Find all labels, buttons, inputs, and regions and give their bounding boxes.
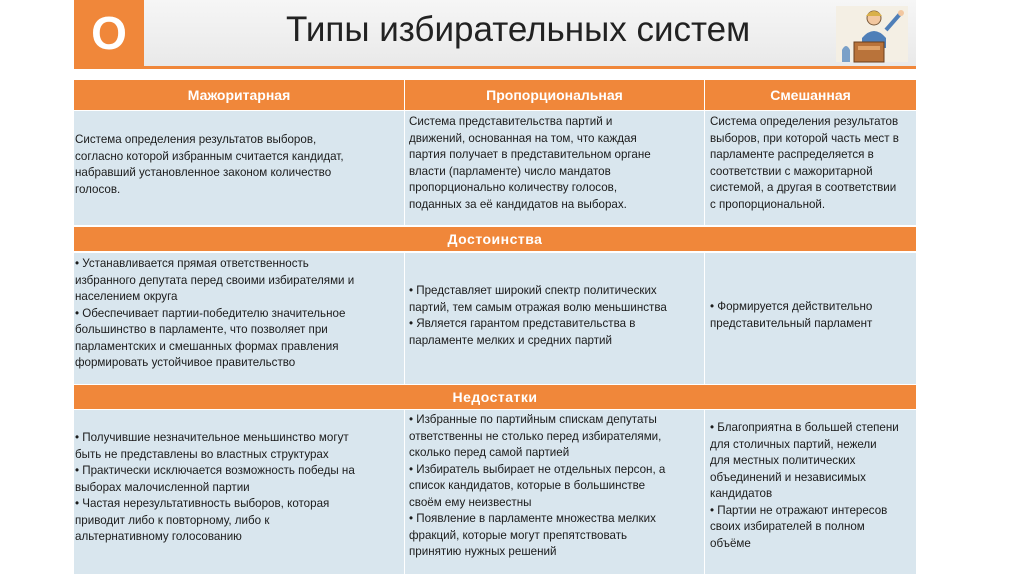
text-line: представительный парламент (710, 316, 873, 330)
advantages-proportional (404, 253, 704, 384)
definition-proportional (404, 111, 704, 225)
text-line: список кандидатов, которые в большинстве (409, 479, 646, 492)
text-line: Система представительства партий и (409, 115, 613, 128)
slide-title: Типы избирательных систем (286, 10, 751, 49)
text-line: согласно которой избранным считается кандидат, (75, 149, 344, 163)
text-line: приводит либо к повторному, либо к (75, 513, 270, 527)
text-line: своих избирателей в полном (710, 520, 865, 533)
text-line: ответственны не столько перед избирателями, (409, 429, 662, 443)
text-line: набравший установленное законом количество (75, 166, 332, 179)
text-line: парламентских и смешанных формах правления (75, 339, 339, 353)
text-line: Система определения результатов (710, 115, 899, 128)
text-line: избранного депутата перед своими избирателями и (75, 273, 355, 287)
text-line: • Представляет широкий спектр политических (409, 284, 657, 297)
text-line: объёме (710, 536, 751, 550)
text-line: для местных политических (710, 454, 856, 467)
text-line: власти (парламенте) число мандатов (409, 164, 611, 178)
definitions-row (74, 111, 916, 225)
text-line: с пропорциональной. (710, 197, 826, 211)
disadvantages-section-header: Недостатки (74, 385, 916, 409)
text-line: пропорционально количеству голосов, (409, 181, 618, 194)
disadvantages-proportional (404, 410, 704, 574)
text-line: населением округа (75, 290, 178, 303)
slide (74, 0, 916, 574)
text-line: для столичных партий, нежели (710, 437, 877, 451)
text-line: партия получает в представительном органе (409, 148, 651, 161)
slide-badge: О (74, 0, 144, 66)
text-line: Система определения результатов выборов, (75, 133, 317, 146)
text-line: партий, тем самым отражая волю меньшинства (409, 300, 667, 314)
advantages-row (74, 253, 916, 384)
text-line: кандидатов (710, 487, 773, 500)
text-line: соответствии с мажоритарной (710, 164, 873, 178)
text-line: • Частая нерезультативность выборов, которая (75, 497, 330, 510)
text-line: • Партии не отражают интересов (710, 503, 888, 517)
text-line: парламенте распределяется в (710, 148, 874, 161)
column-header-majoritarian: Мажоритарная (187, 86, 291, 103)
text-line: выборов, при которой часть мест в (710, 131, 899, 145)
text-line: принятию нужных решений (409, 545, 557, 558)
disadvantages-mixed (704, 410, 916, 574)
text-line: альтернативному голосованию (75, 530, 242, 543)
column-header-mixed: Смешанная (704, 80, 916, 110)
text-line: быть не представлены во властных структурах (75, 447, 329, 461)
speaker-at-podium-icon (834, 4, 910, 64)
text-line: движений, основанная на том, что каждая (409, 131, 637, 145)
text-line: своём ему неизвестны (409, 495, 532, 509)
advantages-section-header: Достоинства (74, 227, 916, 251)
text-line: • Практически исключается возможность победы на (75, 464, 355, 477)
disadvantages-majoritarian (74, 410, 404, 574)
text-line: голосов. (75, 182, 121, 196)
advantages-mixed (704, 253, 916, 384)
text-line: поданных за её кандидатов на выборах. (409, 197, 627, 211)
text-line: фракций, которые могут препятствовать (409, 528, 628, 542)
text-line: • Получившие незначительное меньшинство могут (75, 431, 349, 444)
disadvantages-row (74, 410, 916, 574)
text-line: объединений и независимых (710, 470, 866, 484)
definition-mixed (704, 111, 916, 225)
text-line: • Устанавливается прямая ответственность (75, 257, 309, 270)
text-line: системой, а другая в соответствии (710, 181, 897, 194)
text-line: • Обеспечивает партии-победителю значительное (75, 306, 346, 320)
text-line: сколько перед самой партией (409, 446, 570, 459)
column-header-proportional: Пропорциональная (404, 80, 704, 110)
text-line: • Избранные по партийным спискам депутаты (409, 413, 657, 426)
text-line: большинство в парламенте, что позволяет при (75, 323, 328, 336)
text-line: выборах малочисленной партии (75, 480, 250, 494)
table-header-row (74, 80, 916, 110)
text-line: • Избиратель выбирает не отдельных персон, а (409, 462, 666, 476)
text-line: • Формируется действительно (710, 300, 873, 313)
text-line: формировать устойчивое правительство (75, 356, 296, 369)
text-line: • Является гарантом представительства в (409, 317, 636, 330)
advantages-majoritarian (74, 253, 404, 384)
title-underline (74, 66, 916, 69)
text-line: парламенте мелких и средних партий (409, 333, 613, 347)
text-line: • Появление в парламенте множества мелких (409, 512, 656, 525)
definition-majoritarian (74, 111, 404, 225)
text-line: • Благоприятна в большей степени (710, 421, 899, 434)
